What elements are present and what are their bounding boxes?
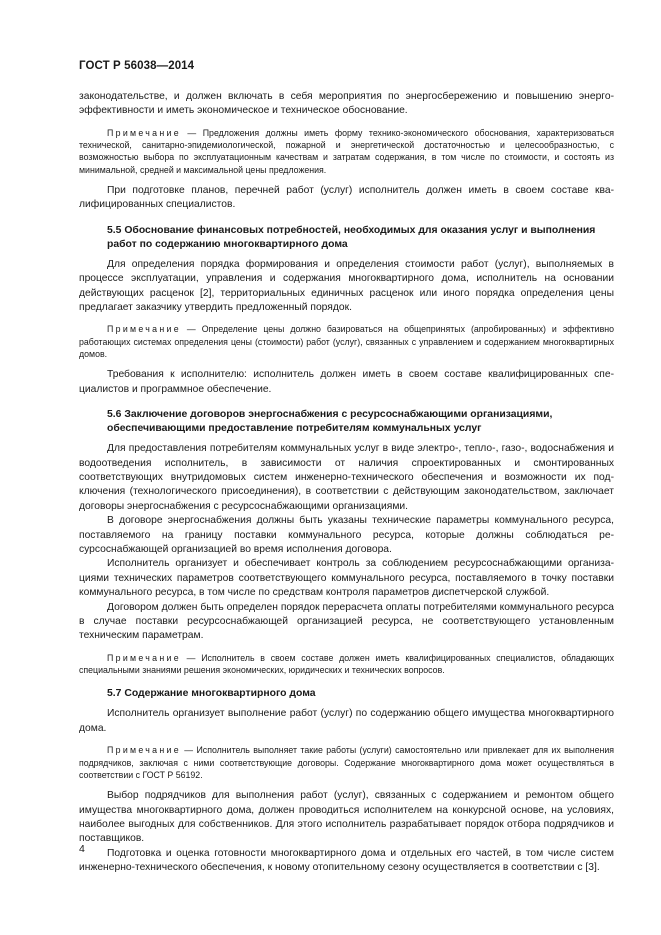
paragraph-planning: При подготовке планов, перечней работ (услуг) исполнитель должен иметь в своем составе квалифицированных специалистов. [79,185,614,211]
note-label: Примечание [107,324,181,335]
paragraph-5-6-4: Договором должен быть определен порядок перерасчета оплаты потребителями коммунального ресурса в случае поставки ресурсоснабжающей организацией ресурса, не соответствующего установленным техническим параметрам. [79,601,614,642]
section-5-7-heading: 5.7 Содержание многоквартирного дома [107,688,316,700]
note-label: Примечание [107,127,181,138]
section-5-6-heading: 5.6 Заключение договоров энергоснабжения с ресурсоснабжающими организациями, обеспечивающими предоставление потребителям коммунальных услуг [107,409,553,435]
note-dash: — [180,745,197,756]
intro-paragraph: законодательстве, и должен включать в себя мероприятия по энергосбережению и повышению энергоэффективности и иметь экономическое и техническое обоснование. [79,91,614,117]
note-dash: — [180,324,202,335]
paragraph-5-7-3: Подготовка и оценка готовности многоквартирного дома и отдельных его частей, в том числе систем инженерно-технического обеспечения, к новому отопительному сезону осуществляется в соответствии с [3]. [79,847,614,874]
note-2-text: Определение цены должно базироваться на общепринятых (апробированных) и эффективно работающих системах определения цены (стоимости) работ (услуг), связанных с управлением и содержанием многоквартирных домов. [79,324,614,360]
note-3-text: Исполнитель в своем составе должен иметь квалифицированных специалистов, обладающих специальными знаниями решения экономических, юридических и технических вопросов. [79,652,614,676]
note-4 [79,744,614,781]
note-label: Примечание [107,652,181,663]
note-dash: — [180,127,203,138]
note-2 [79,323,614,360]
section-5-5-heading: 5.5 Обоснование финансовых потребностей, необходимых для оказания услуг и выполнения работ по содержанию многоквартирного дома [107,224,596,250]
note-4-text: Исполнитель выполняет такие работы (услуги) самостоятельно или привлекает для их выполнения подрядчиков, заключая с ними соответствующие договоры. Содержание многоквартирного дома может осуществляться в соответствии с ГОСТ Р 56192. [79,745,614,780]
document-header: ГОСТ Р 56038—2014 [79,60,195,72]
note-dash: — [180,652,202,663]
paragraph-5-6-1: Для предоставления потребителям коммунальных услуг в виде электро-, тепло-, газо-, водоснабжения и водоотведения исполнитель, в зависимости от наличия спроектированных и смонтированных соответствующих внутридомовых систем инженерно-технического обеспечения и возможности их подключения (технологического присоединения), в соответствии с действующим законодательством, заключает договоры энергоснабжения с ресурсоснабжающими организациями. [79,443,614,512]
paragraph-5-6-2: В договоре энергоснабжения должны быть указаны технические параметры коммунального ресурса, поставляемого на границу поставки коммунального ресурса, которые должны соблюдаться ресурсоснабжающей организацией во время исполнения договора. [79,515,614,555]
paragraph-5-7-1: Исполнитель организует выполнение работ (услуг) по содержанию общего имущества многоквартирного дома. [79,708,614,734]
note-3 [79,652,614,677]
page-number: 4 [79,843,85,855]
paragraph-5-5-1: Для определения порядка формирования и определения стоимости работ (услуг), выполняемых в процессе эксплуатации, управления и содержания многоквартирного дома, исполнитель на основании действующих расценок [2], территориальных единичных расценок или иного порядка определения цены предлагает заказчику утвердить предложенный порядок. [79,258,614,314]
paragraph-5-7-2: Выбор подрядчиков для выполнения работ (услуг), связанных с содержанием и ремонтом общего имущества многоквартирного дома, должен проводиться исполнителем на конкурсной основе, на условиях, наиболее выгодных для собственников. Для этого исполнитель разрабатывает порядок отбора подрядчиков и поставщиков. [79,790,614,845]
paragraph-5-5-2: Требования к исполнителю: исполнитель должен иметь в своем составе квалифицированных специалистов и программное обеспечение. [79,369,614,395]
document-body [79,90,614,876]
note-1-text: Предложения должны иметь форму технико-экономического обоснования, характеризоваться технической, санитарно-эпидемиологической, пожарной и энергетической достаточностью и целесообразностью, с возможностью выбора по эксплуатационным качествам и затратам содержания, в том числе по стоимости, и состоять из минимальной, средней и максимальной цены предложения. [79,127,614,175]
note-label: Примечание [107,745,181,756]
note-1 [79,127,614,176]
paragraph-5-6-3: Исполнитель организует и обеспечивает контроль за соблюдением ресурсоснабжающими организациями технических параметров соответствующего коммунального ресурса, поставляемого в точку поставки коммунального ресурса, в том числе по средствам контроля параметров диспетчерской службой. [79,558,614,599]
